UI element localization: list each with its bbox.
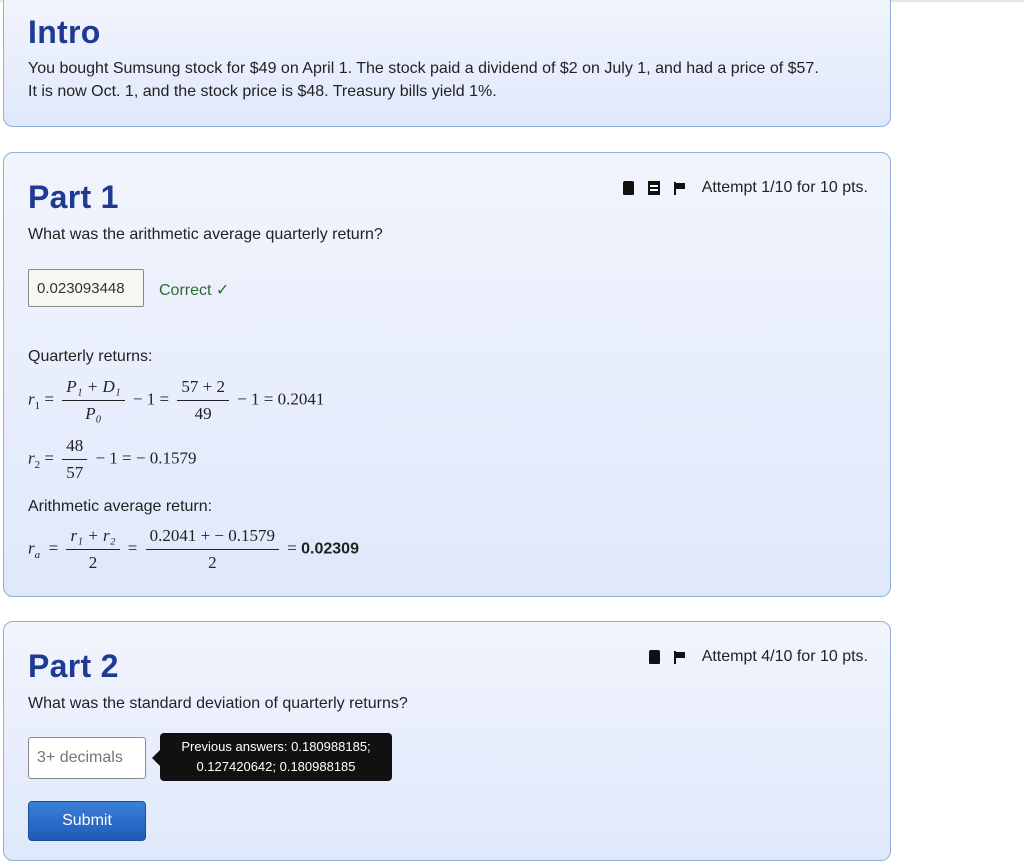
ra-symbol: r xyxy=(28,538,35,558)
r1-symbol: r xyxy=(28,389,35,409)
part2-attempt: Attempt 4/10 for 10 pts. xyxy=(701,648,868,665)
part1-attempt: Attempt 1/10 for 10 pts. xyxy=(701,179,868,196)
ra-denominator-numeric: 2 xyxy=(208,553,217,572)
part1-question: What was the arithmetic average quarterly return? xyxy=(28,226,383,243)
intro-text-line-2: It is now Oct. 1, and the stock price is $48. Treasury bills yield 1%. xyxy=(28,83,497,100)
part2-title: Part 2 xyxy=(28,648,119,684)
submit-button[interactable]: Submit xyxy=(28,801,146,841)
r1-fraction-symbolic xyxy=(62,377,124,424)
tooltip-line-1: Previous answers: 0.180988185; xyxy=(181,739,371,754)
r2-result: − 1 = − 0.1579 xyxy=(95,448,197,468)
book-icon[interactable] xyxy=(623,181,634,195)
part1-correct-badge: Correct ✓ xyxy=(159,282,230,299)
r2-equation: $r_2$ = $\frac{48}{57}$ − 1 = − 0.1579 xyxy=(28,436,197,482)
ra-subscript: a xyxy=(34,548,41,561)
intro-text-line-1: You bought Sumsung stock for $49 on April 1. The stock paid a dividend of $2 on July 1, and had a price of $57. xyxy=(28,60,819,77)
r1-equation: $r_1$ = $\frac{\text{P₁ + D₁}}{\text{P₀}}$ − 1 = $\frac{57 + 2}{49}$ − 1 = 0.2041 xyxy=(28,377,325,423)
ra-result: 0.02309 xyxy=(301,540,359,558)
tooltip-line-2: 0.127420642; 0.180988185 xyxy=(196,759,356,774)
film-icon[interactable] xyxy=(648,181,660,195)
part1-answer-field[interactable]: 0.023093448 xyxy=(28,269,144,307)
r2-denominator: 57 xyxy=(66,463,84,482)
part1-toolbar xyxy=(623,179,868,197)
r1-subscript: 1 xyxy=(34,399,41,412)
ra-equation: $r_a$ = $\frac{\text{r₁ + r₂}}{2}$ = $\frac{0.2041 + - 0.1579}{2}$ = 0.02309 xyxy=(28,526,359,572)
r1-numerator-numeric: 57 + 2 xyxy=(177,377,229,401)
r2-numerator: 48 xyxy=(62,436,87,460)
ra-fraction-symbolic xyxy=(66,526,119,573)
r1-denominator-symbolic: P₀ xyxy=(85,404,102,423)
part2-toolbar xyxy=(649,648,868,666)
arithmetic-average-label: Arithmetic average return: xyxy=(28,498,213,515)
r1-mid: − 1 = xyxy=(132,389,170,409)
ra-numerator-symbolic: r₁ + r₂ xyxy=(66,526,119,550)
r2-fraction xyxy=(62,436,87,483)
r1-numerator-symbolic: P₁ + D₁ xyxy=(62,377,124,401)
part1-card xyxy=(3,152,891,597)
part2-answer-input[interactable] xyxy=(28,737,146,779)
flag-icon[interactable] xyxy=(674,651,686,664)
previous-answers-tooltip xyxy=(160,733,392,781)
intro-card xyxy=(3,0,891,127)
quarterly-returns-label: Quarterly returns: xyxy=(28,348,153,365)
ra-numerator-numeric: 0.2041 + − 0.1579 xyxy=(146,526,279,550)
r1-denominator-numeric: 49 xyxy=(194,404,212,423)
r1-result: − 1 = 0.2041 xyxy=(237,389,325,409)
r2-symbol: r xyxy=(28,448,35,468)
ra-denominator-symbolic: 2 xyxy=(88,553,98,572)
book-icon[interactable] xyxy=(649,650,660,664)
r2-subscript: 2 xyxy=(34,458,41,471)
intro-title: Intro xyxy=(28,14,101,50)
flag-icon[interactable] xyxy=(674,182,686,195)
part2-card xyxy=(3,621,891,861)
ra-fraction-numeric xyxy=(146,526,279,573)
r1-fraction-numeric xyxy=(177,377,229,424)
part2-question: What was the standard deviation of quarterly returns? xyxy=(28,695,408,712)
part1-title: Part 1 xyxy=(28,179,119,215)
